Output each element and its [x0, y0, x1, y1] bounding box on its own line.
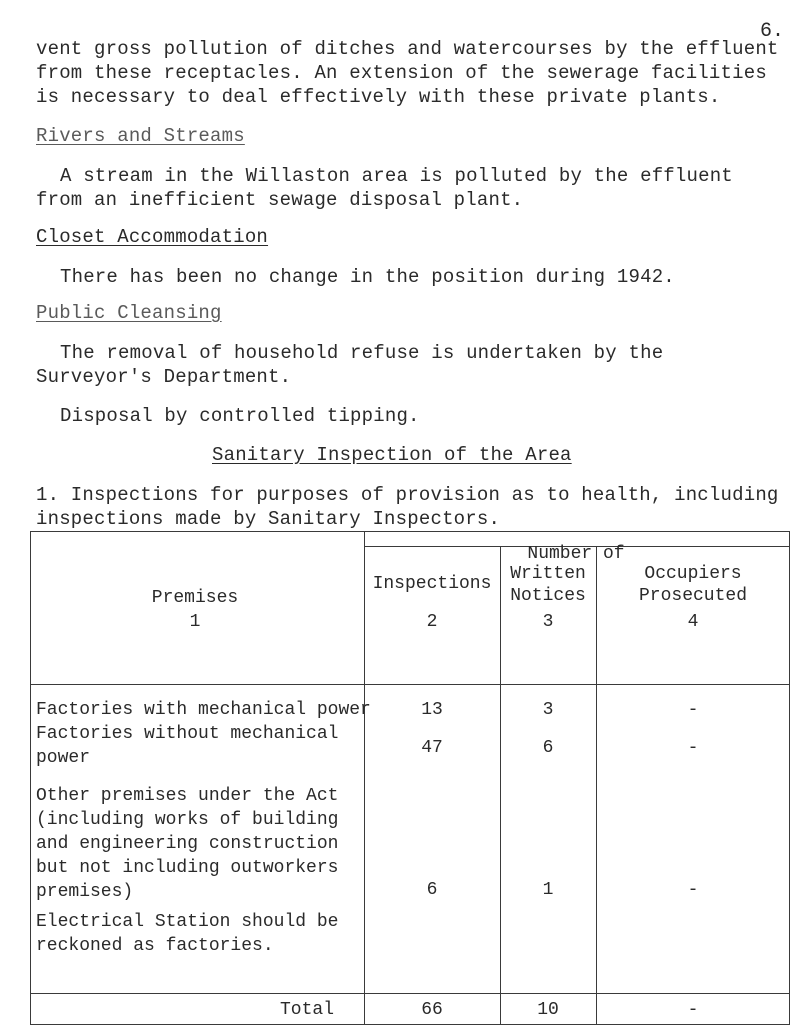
sanitary-item-line-2: inspections made by Sanitary Inspectors. — [36, 508, 501, 530]
public-line-1: The removal of household refuse is undertaken by the — [60, 342, 664, 364]
total-label: Total — [280, 1000, 335, 1020]
header-inspections: Inspections — [372, 574, 492, 594]
intro-line-2: from these receptacles. An extension of the sewerage facilities — [36, 62, 767, 84]
header-number-of: Number of — [527, 544, 625, 564]
row2-prosecuted: - — [687, 738, 699, 758]
sanitary-heading: Sanitary Inspection of the Area — [212, 444, 572, 466]
row3-label-line-5: premises) — [36, 882, 134, 902]
public-line-3: Disposal by controlled tipping. — [60, 405, 420, 427]
rivers-heading: Rivers and Streams — [36, 125, 245, 147]
row3-label-line-2: (including works of building — [36, 810, 339, 830]
row3-label-line-4: but not including outworkers — [36, 858, 339, 878]
row2-label-line-2: power — [36, 748, 91, 768]
header-notices-line-2: Notices — [510, 586, 586, 606]
row1-notices: 3 — [542, 700, 554, 720]
public-line-2: Surveyor's Department. — [36, 366, 292, 388]
page-number: 6. — [760, 20, 785, 43]
row3-label-line-7: reckoned as factories. — [36, 936, 274, 956]
intro-line-3: is necessary to deal effectively with these private plants. — [36, 86, 721, 108]
closet-line-1: There has been no change in the position during 1942. — [60, 266, 675, 288]
row3-label-line-3: and engineering construction — [36, 834, 339, 854]
total-inspections: 66 — [421, 1000, 443, 1020]
header-prosecuted-line-1: Occupiers — [644, 564, 742, 584]
intro-line-1: vent gross pollution of ditches and watercourses by the effluent — [36, 38, 779, 60]
row3-notices: 1 — [542, 880, 554, 900]
row2-label-line-1: Factories without mechanical — [36, 724, 339, 744]
header-prosecuted-num: 4 — [687, 612, 699, 632]
header-notices-num: 3 — [542, 612, 554, 632]
header-premises: Premises — [151, 588, 239, 608]
closet-heading: Closet Accommodation — [36, 226, 269, 248]
row3-inspections: 6 — [426, 880, 438, 900]
public-heading: Public Cleansing — [36, 302, 222, 324]
header-premises-num: 1 — [189, 612, 201, 632]
row1-label: Factories with mechanical power — [36, 700, 371, 720]
rivers-line-1: A stream in the Willaston area is polluted by the effluent — [60, 165, 733, 187]
row3-label-line-1: Other premises under the Act — [36, 786, 339, 806]
row3-label-line-6: Electrical Station should be — [36, 912, 339, 932]
header-inspections-num: 2 — [426, 612, 438, 632]
header-prosecuted-line-2: Prosecuted — [638, 586, 748, 606]
row2-notices: 6 — [542, 738, 554, 758]
total-prosecuted: - — [687, 1000, 699, 1020]
sanitary-item-line-1: 1. Inspections for purposes of provision as to health, including — [36, 484, 779, 506]
row1-inspections: 13 — [421, 700, 443, 720]
header-notices-line-1: Written — [510, 564, 586, 584]
rivers-line-2: from an inefficient sewage disposal plant. — [36, 189, 524, 211]
row2-inspections: 47 — [421, 738, 443, 758]
row1-prosecuted: - — [687, 700, 699, 720]
row3-prosecuted: - — [687, 880, 699, 900]
total-notices: 10 — [537, 1000, 559, 1020]
